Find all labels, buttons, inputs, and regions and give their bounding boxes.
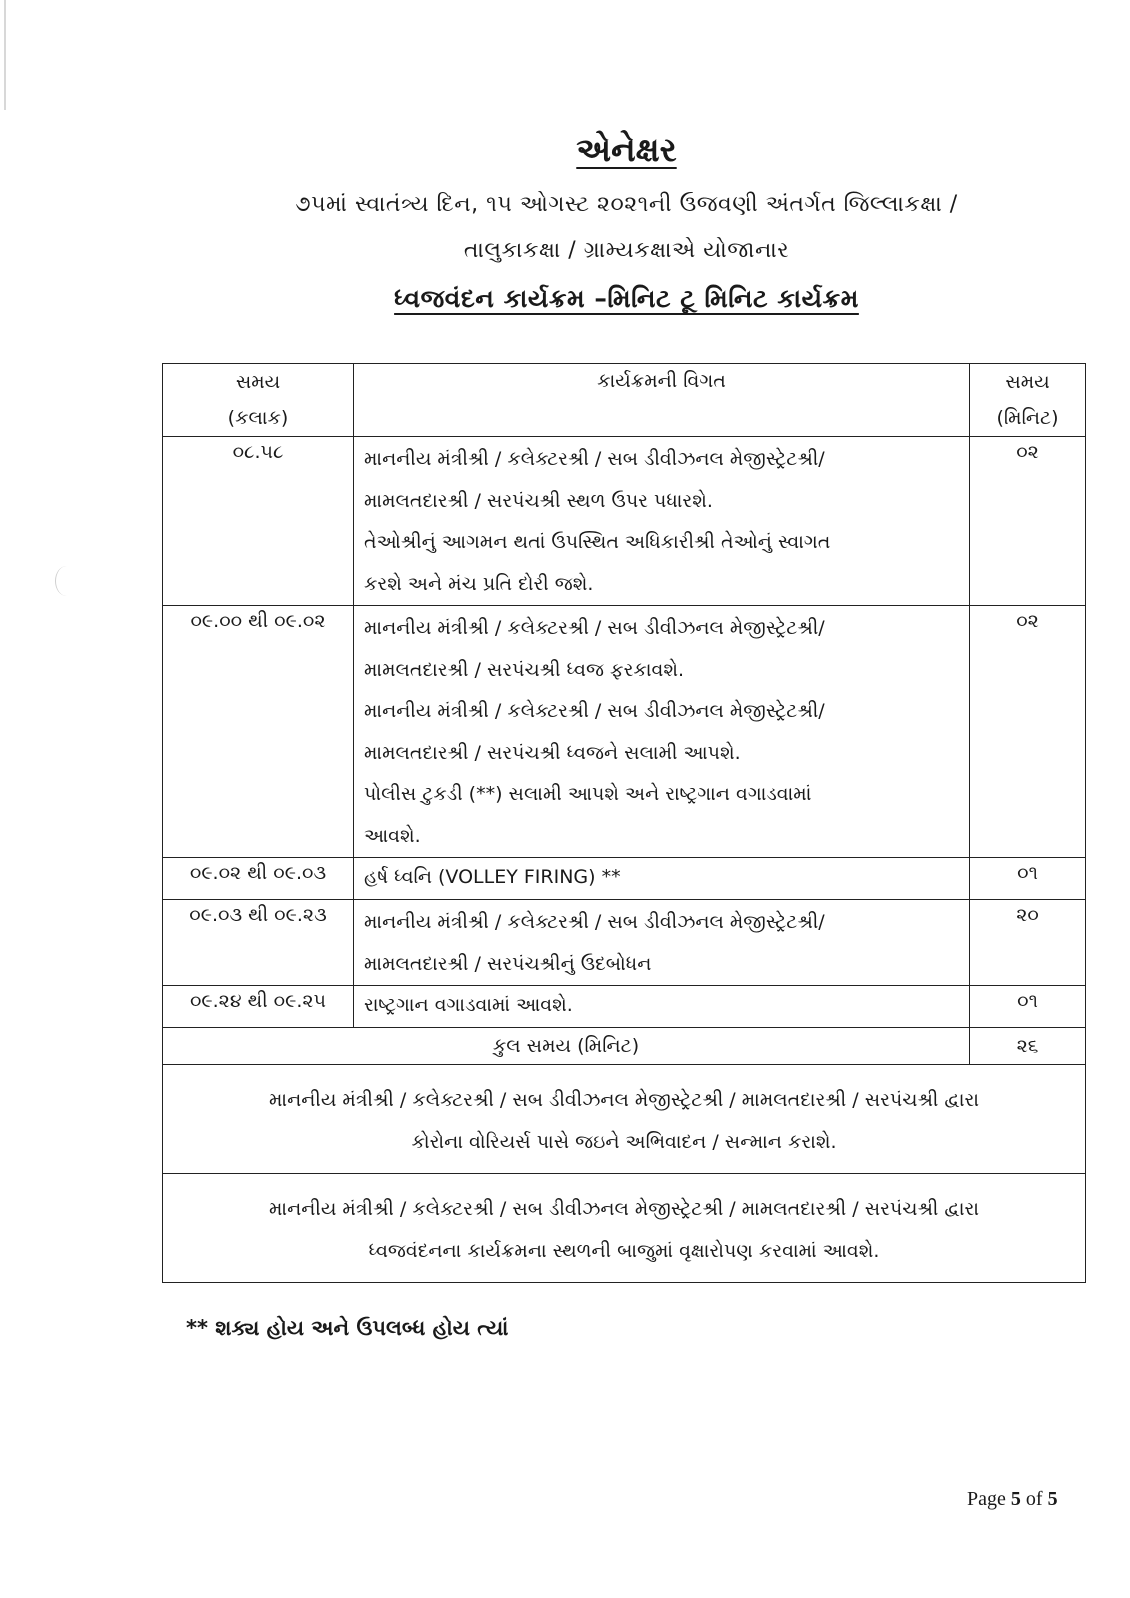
total-value: ૨૬ xyxy=(970,1028,1086,1065)
table-row xyxy=(163,606,1086,858)
note-row xyxy=(163,1174,1086,1283)
row-time: ૦૯.૨૪ થી ૦૯.૨૫ xyxy=(163,986,354,1028)
row-minutes: ૦૧ xyxy=(970,986,1086,1028)
header-details: કાર્યક્રમની વિગત xyxy=(354,364,970,437)
table-header-row xyxy=(163,364,1086,437)
header-time-hours: સમય (કલાક) xyxy=(163,364,354,437)
row-time: ૦૯.૦૨ થી ૦૯.૦૩ xyxy=(163,858,354,900)
page-number: Page 5 of 5 xyxy=(967,1488,1058,1510)
table-row xyxy=(163,900,1086,986)
page-title: એનેક્ષર xyxy=(576,130,677,169)
row-details: માનનીય મંત્રીશ્રી / કલેક્ટરશ્રી / સબ ડીવીઝનલ મેજીસ્ટ્રેટશ્રી/ મામલતદારશ્રી / સરપંચશ્રીનું ઉદબોધન xyxy=(354,900,970,986)
row-time: ૦૯.૦૩ થી ૦૯.૨૩ xyxy=(163,900,354,986)
row-minutes: ૦૨ xyxy=(970,437,1086,606)
subtitle-line-2: તાલુકાકક્ષા / ગ્રામ્યકક્ષાએ યોજાનાર xyxy=(463,238,790,263)
note-row xyxy=(163,1065,1086,1174)
row-minutes: ૦૧ xyxy=(970,858,1086,900)
subtitle-line-1: ૭૫માં સ્વાતંત્ર્ય દિન, ૧૫ ઓગસ્ટ ૨૦૨૧ની ઉજવણી અંતર્ગત જિલ્લાકક્ષા / xyxy=(295,192,958,217)
table-row xyxy=(163,986,1086,1028)
note-felicitation: માનનીય મંત્રીશ્રી / કલેક્ટરશ્રી / સબ ડીવીઝનલ મેજીસ્ટ્રેટશ્રી / મામલતદારશ્રી / સરપંચશ્રી દ્વારા કોરોના વોરિયર્સ પાસે જઇને અભિવાદન / સન્માન કરાશે. xyxy=(163,1065,1086,1174)
total-row xyxy=(163,1028,1086,1065)
footnote: ** શક્ય હોય અને ઉપલબ્ધ હોય ત્યાં xyxy=(186,1316,509,1340)
note-tree-plantation: માનનીય મંત્રીશ્રી / કલેક્ટરશ્રી / સબ ડીવીઝનલ મેજીસ્ટ્રેટશ્રી / મામલતદારશ્રી / સરપંચશ્રી દ્વારા ધ્વજવંદનના કાર્યક્રમના સ્થળની બાજુમાં વૃક્ષારોપણ કરવામાં આવશે. xyxy=(163,1174,1086,1283)
header-time-minutes: સમય (મિનિટ) xyxy=(970,364,1086,437)
row-time: ૦૯.૦૦ થી ૦૯.૦૨ xyxy=(163,606,354,858)
table-row xyxy=(163,437,1086,606)
scan-mark xyxy=(55,566,78,596)
table-row xyxy=(163,858,1086,900)
row-time: ૦૮.૫૮ xyxy=(163,437,354,606)
scan-edge-line xyxy=(4,0,6,110)
row-minutes: ૨૦ xyxy=(970,900,1086,986)
total-label: કુલ સમય (મિનિટ) xyxy=(163,1028,970,1065)
program-heading: ધ્વજવંદન કાર્યક્રમ –મિનિટ ટૂ મિનિટ કાર્યક્રમ xyxy=(394,284,859,313)
schedule-table xyxy=(162,363,1086,1283)
row-details: હર્ષ ધ્વનિ (VOLLEY FIRING) ** xyxy=(354,858,970,900)
row-details: માનનીય મંત્રીશ્રી / કલેક્ટરશ્રી / સબ ડીવીઝનલ મેજીસ્ટ્રેટશ્રી/ મામલતદારશ્રી / સરપંચશ્રી સ્થળ ઉપર પધારશે. તેઓશ્રીનું આગમન થતાં ઉપસ્થિત અધિકારીશ્રી તેઓનું સ્વાગત કરશે અને મંચ પ્રતિ દોરી જશે. xyxy=(354,437,970,606)
row-details: રાષ્ટ્રગાન વગાડવામાં આવશે. xyxy=(354,986,970,1028)
row-minutes: ૦૨ xyxy=(970,606,1086,858)
row-details: માનનીય મંત્રીશ્રી / કલેક્ટરશ્રી / સબ ડીવીઝનલ મેજીસ્ટ્રેટશ્રી/ મામલતદારશ્રી / સરપંચશ્રી ધ્વજ ફરકાવશે. માનનીય મંત્રીશ્રી / કલેક્ટરશ્રી / સબ ડીવીઝનલ મેજીસ્ટ્રેટશ્રી/ મામલતદારશ્રી / સરપંચશ્રી ધ્વજને સલામી આપશે. પોલીસ ટુકડી (**) સલામી આપશે અને રાષ્ટ્રગાન વગાડવામાં આવશે. xyxy=(354,606,970,858)
